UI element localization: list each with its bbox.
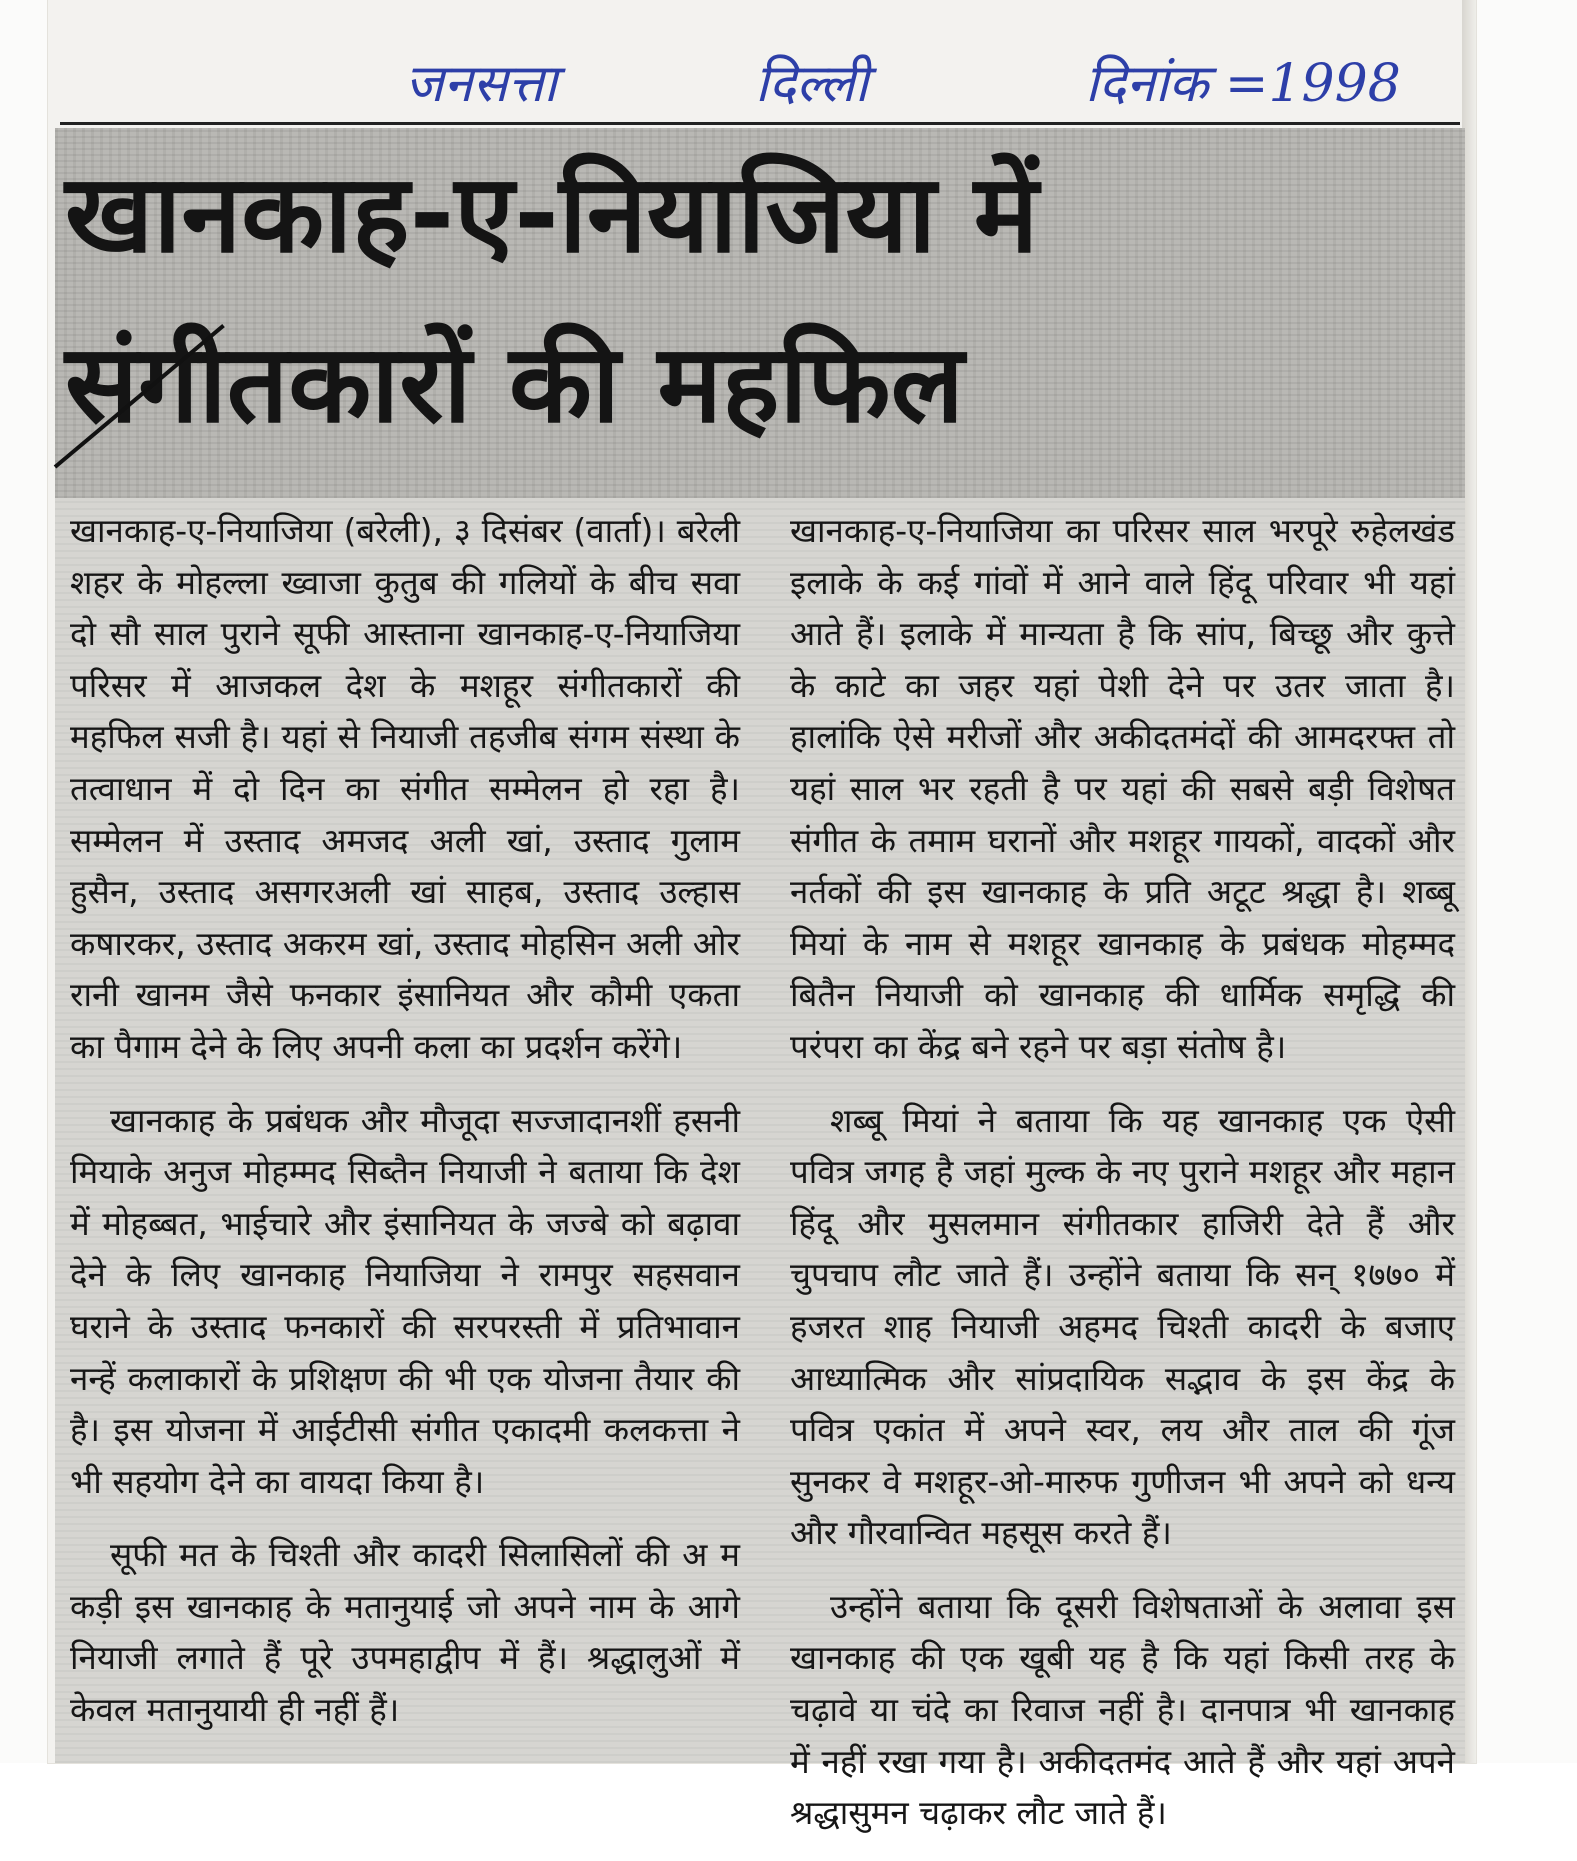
article-paragraph: उन्होंने बताया कि दूसरी विशेषताओं के अलावा इस खानकाह की एक खूबी यह है कि यहां किसी तरह के चढ़ावे या चंदे का रिवाज नहीं है। दानपात्र भी खानकाह में नहीं रखा गया है। अकीदतमंद आते हैं और यहां अपने श्रद्धासुमन चढ़ाकर लौट जाते हैं।	[790, 1586, 1455, 1833]
article-paragraph: खानकाह के प्रबंधक और मौजूदा सज्जादानशीं हसनी मियाके अनुज मोहम्मद सिब्तैन नियाजी ने बताया कि देश में मोहब्बत, भाईचारे और इंसानियत के जज्बे को बढ़ावा देने के लिए खानकाह नियाजिया ने रामपुर सहसवान घराने के उस्ताद फनकारों की सरपरस्ती में प्रतिभावान नन्हें कलाकारों के प्रशिक्षण की भी एक योजना तैयार की है। इस योजना में आईटीसी संगीत एकादमी कलकत्ता ने भी सहयोग देने का वायदा किया है।	[70, 1100, 740, 1501]
headline-line-2: संगीतकारों की महफिल	[65, 322, 964, 447]
article-paragraph: खानकाह-ए-नियाजिया (बरेली), ३ दिसंबर (वार्ता)। बरेली शहर के मोहल्ला ख्वाजा कुतुब की गलियों के बीच सवा दो सौ साल पुराने सूफी आस्ताना खानकाह-ए-नियाजिया परिसर में आजकल देश के मशहूर संगीतकारों की महफिल सजी है। यहां से नियाजी तहजीब संगम संस्था के तत्वाधान में दो दिन का संगीत सम्मेलन हो रहा है। सम्मेलन में उस्ताद अमजद अली खां, उस्ताद गुलाम हुसैन, उस्ताद असगरअली खां साहब, उस्ताद उल्हास कषारकर, उस्ताद अकरम खां, उस्ताद मोहसिन अली ओर रानी खानम जैसे फनकार इंसानियत और कौमी एकता का पैगाम देने के लिए अपनी कला का प्रदर्शन करेंगे।	[70, 511, 740, 1066]
handwritten-date: दिनांक =1998	[1085, 54, 1401, 114]
handwritten-source-note	[395, 38, 1455, 128]
article-right-column	[790, 505, 1455, 1861]
article-paragraph: शब्बू मियां ने बताया कि यह खानकाह एक ऐसी पवित्र जगह है जहां मुल्क के नए पुराने मशहूर और महान हिंदू और मुसलमान संगीतकार हाजिरी देते हैं और चुपचाप लौट जाते हैं। उन्होंने बताया कि सन् १७७० में हजरत शाह नियाजी अहमद चिश्ती कादरी के बजाए आध्यात्मिक और सांप्रदायिक सद्भाव के इस केंद्र के पवित्र एकांत में अपने स्वर, लय और ताल की गूंज सुनकर वे मशहूर-ओ-मारुफ गुणीजन भी अपने को धन्य और गौरवान्वित महसूस करते हैं।	[790, 1100, 1455, 1553]
header-rule	[60, 122, 1460, 125]
article-paragraph: खानकाह-ए-नियाजिया का परिसर साल भरपूरे रुहेलखंड इलाके के कई गांवों में आने वाले हिंदू परिवार भी यहां आते हैं। इलाके में मान्यता है कि सांप, बिच्छू और कुत्ते के काटे का जहर यहां पेशी देने पर उतर जाता है। हालांकि ऐसे मरीजों और अकीदतमंदों की आमदरफ्त तो यहां साल भर रहती है पर यहां की सबसे बड़ी विशेषत संगीत के तमाम घरानों और मशहूर गायकों, वादकों और नर्तकों की इस खानकाह के प्रति अटूट श्रद्धा है। शब्बू मियां के नाम से मशहूर खानकाह के प्रबंधक मोहम्मद बितैन नियाजी को खानकाह की धार्मिक समृद्धि की परंपरा का केंद्र बने रहने पर बड़ा संतोष है।	[790, 511, 1455, 1066]
handwritten-newspaper-name: जनसत्ता	[405, 54, 557, 114]
article-paragraph: सूफी मत के चिश्ती और कादरी सिलासिलों की अ म कड़ी इस खानकाह के मतानुयाई जो अपने नाम के आगे नियाजी लगाते हैं पूरे उपमहाद्वीप में हैं। श्रद्धालुओं में केवल मतानुयायी ही नहीं हैं।	[70, 1535, 740, 1730]
handwritten-city: दिल्ली	[755, 54, 869, 114]
headline-line-1: खानकाह-ए-नियाजिया में	[65, 152, 1039, 277]
article-left-column	[70, 505, 740, 1758]
